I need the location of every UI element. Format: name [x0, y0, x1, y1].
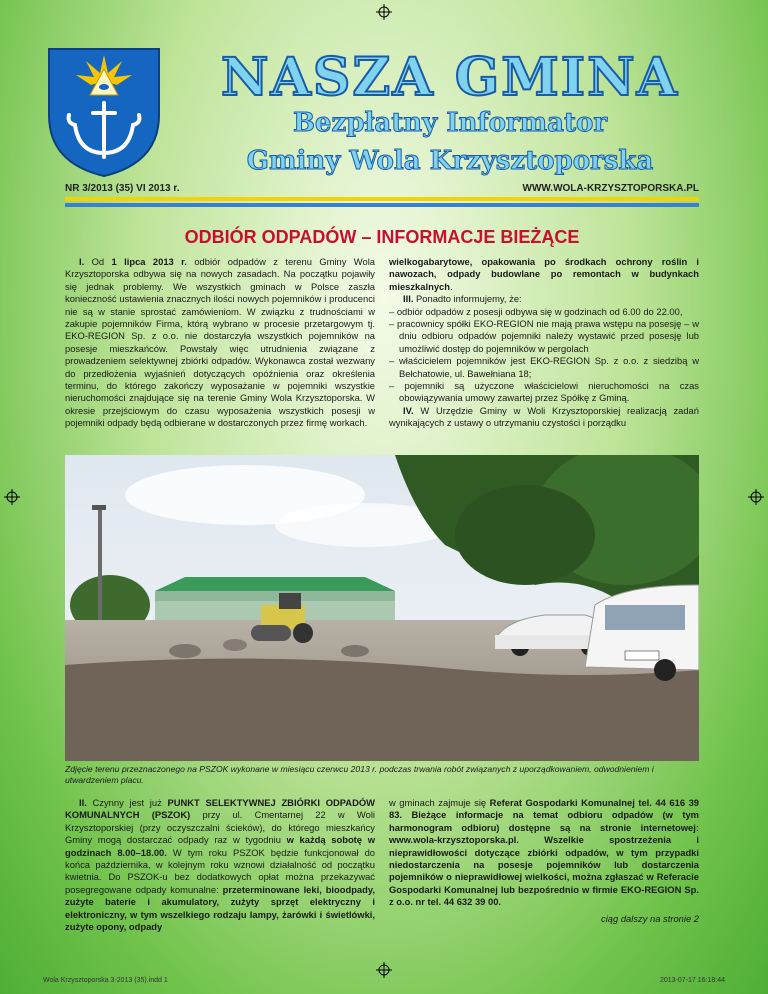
article-column-2 [389, 256, 699, 430]
website-url: WWW.WOLA-KRZYSZTOPORSKA.PL [522, 183, 699, 194]
registration-mark-bottom-icon [376, 962, 392, 978]
blue-stripe [65, 203, 699, 207]
paragraph-intro: wielkogabarytowe, opakowania po środkach ochrony roślin i nawozach, odpady budowlane po remontach w budynkach mieszkalnych. [389, 256, 699, 292]
print-timestamp: 2013-07-17 16:18:44 [660, 977, 725, 984]
list-item: – właścicielem pojemników jest EKO-REGION Sp. z o.o. z siedzibą w Bełchatowie, ul. Bawełniana 18; [389, 355, 699, 379]
article-column-3 [65, 797, 375, 933]
registration-mark-left-icon [4, 489, 20, 505]
photo-caption: Zdjęcie terenu przeznaczonego na PSZOK wykonane w miesiącu czerwcu 2013 r. podczas trwania robót związanych z uporządkowaniem, odwodnieniem i utwardzeniem placu. [65, 764, 654, 785]
article-column-4 [389, 797, 699, 909]
print-file-name: Wola Krzysztoporska 3-2013 (35).indd 1 [43, 977, 168, 984]
article-column-1 [65, 256, 375, 430]
pszok-site-photo [65, 455, 699, 761]
registration-mark-right-icon [748, 489, 764, 505]
yellow-stripe [65, 197, 699, 201]
list-item: – pojemniki są użyczone właścicielowi nieruchomości na czas obowiązywania umowy zawartej przez Spółkę z Gminą. [389, 380, 699, 404]
paragraph-contact: w gminach zajmuje się Referat Gospodarki Komunalnej tel. 44 616 39 83. Bieżące informacje na temat odbioru odpadów (w tym harmonogram odbioru) dostępne są na stronie internetowej: www.wola-krzysztoporska.pl. Wszelkie spostrzeżenia i nieprawidłowości dotyczące zbiórki odpadów, w tym przypadki niedostarczenia na posesje pojemników lub dostarczenia pojemników o nieprawidłowej wielkości, można zgłaszać w Referacie Gospodarki Komunalnej lub bezpośrednio w firmie EKO-REGION Sp. z o.o. nr tel. 44 632 39 00. [389, 797, 700, 908]
masthead-municipality: Gminy Wola Krzysztoporska [246, 146, 654, 176]
masthead-subtitle: Bezpłatny Informator [292, 108, 608, 138]
coat-of-arms-icon [45, 45, 163, 180]
masthead-title: NASZA GMINA [220, 47, 679, 108]
list-item: – odbiór odpadów z posesji odbywa się w godzinach od 6.00 do 22.00, [389, 305, 683, 317]
article-headline: ODBIÓR ODPADÓW – INFORMACJE BIEŻĄCE [184, 227, 580, 247]
issue-number: NR 3/2013 (35) VI 2013 r. [65, 183, 180, 194]
continued-note: ciąg dalszy na stronie 2 [601, 913, 699, 924]
paragraph-IV: IV. W Urzędzie Gminy w Woli Krzysztoporskiej realizacją zadań wynikających z ustawy o utrzymaniu czystości i porządku [389, 404, 699, 429]
paragraph-II: II. Czynny jest już PUNKT SELEKTYWNEJ ZBIÓRKI ODPADÓW KOMUNALNYCH (PSZOK) przy ul. Cmentarnej 22 w Woli Krzysztoporskiej (przy oczyszczalni ścieków), do którego mieszkańcy Gminy mogą dostarczać odpady raz w tygodniu w każdą sobotę w godzinach 8.00–18.00. W tym roku PSZOK będzie funkcjonował do końca października, w kolejnym roku wznowi działalność od początku kwietnia. Do PSZOK-u bez dodatkowych opłat można przekazywać posegregowane odpady komunalne: przeterminowane leki, bioodpady, zużyte baterie i akumulatory, zużyty sprzęt elektryczny i elektroniczny, w tym wszelkiego rodzaju lampy, żarówki i świetlówki, zużyte opony, odpady [65, 797, 376, 933]
list-item: – pracownicy spółki EKO-REGION nie mają prawa wstępu na posesję – w dniu odbioru odpadów pojemniki należy wystawić przed posesję lub umożliwić dostęp do pojemników w pergolach [389, 318, 699, 354]
paragraph-I: I. Od 1 lipca 2013 r. odbiór odpadów z terenu Gminy Wola Krzysztoporska odbywa się na nowych zasadach. Na początku pojawiły się jednak problemy. We wszystkich gminach w Polsce zaszła konieczność ustawienia znacznych ilości nowych pojemników i producenci nie są w stanie sprostać zamówieniom. W związku z trudnościami w zakupie pojemników Firma, którą wybrano w procesie przetargowym tj. EKO-REGION Sp. z o.o. nie dostarczyła wszystkich pojemników na posesje mieszkańców. Powstały więc utrudnienia związane z prowadzeniem selektywnej zbiórki odpadów. Wykonawca został wezwany do przedłożenia wyjaśnień dotyczących opóźnienia oraz określenia terminu, do którego zakończy wyposażanie w pojemniki wszystkie nieruchomości znajdujące się na terenie Gminy Wola Krzysztoporska. W okresie przejściowym do czasu wyposażenia wszystkich posesji w pojemniki odpady będą odbierane w dostarczonych przez firmę workach. [65, 256, 375, 429]
registration-mark-top-icon [376, 4, 392, 20]
paragraph-III: III. Ponadto informujemy, że: [403, 293, 522, 305]
header-stripes [65, 197, 699, 209]
